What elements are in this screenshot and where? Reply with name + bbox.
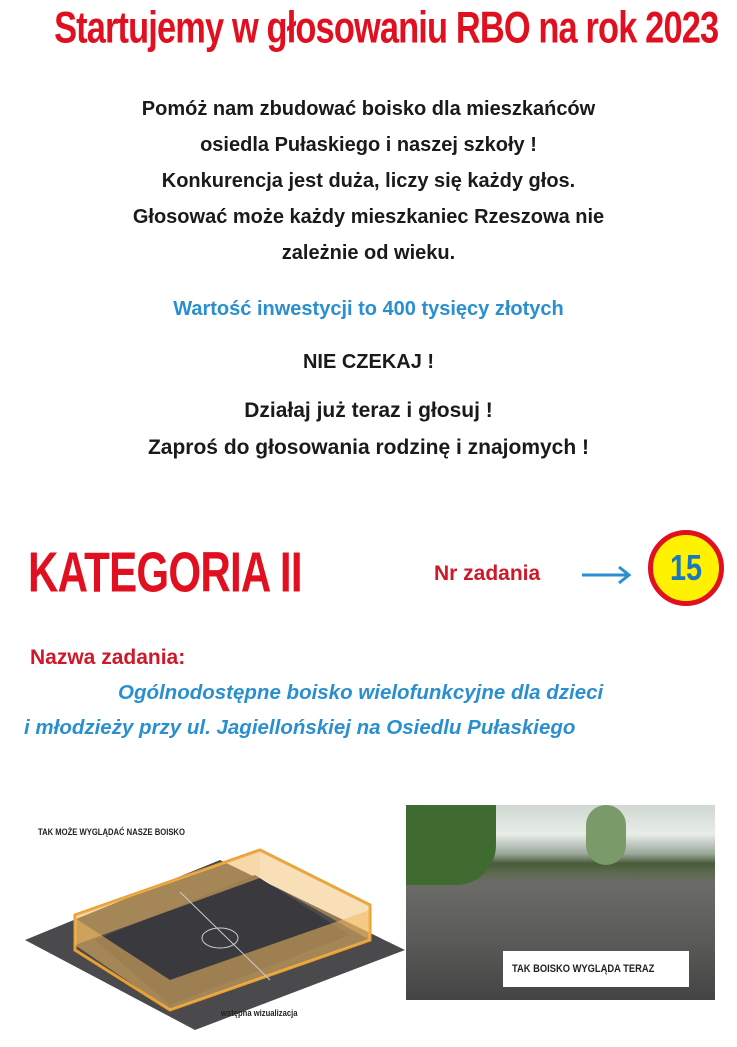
tree xyxy=(586,805,626,865)
task-name-label: Nazwa zadania: xyxy=(30,646,186,669)
title-text: Startujemy w głosowaniu RBO na rok 2023 xyxy=(54,3,719,53)
intro-line: Konkurencja jest duża, liczy się każdy głos. xyxy=(161,170,576,192)
task-number-badge xyxy=(648,530,724,606)
render-caption: TAK MOŻE WYGLĄDAĆ NASZE BOISKO xyxy=(38,827,185,837)
poster-title xyxy=(0,3,737,53)
court-visualization-image xyxy=(20,830,405,1030)
intro-line: zależnie od wieku. xyxy=(281,242,456,264)
arrow-right-icon xyxy=(582,565,632,585)
intro-line: Głosować może każdy mieszkaniec Rzeszowa nie xyxy=(132,206,605,228)
task-number: 15 xyxy=(669,547,703,588)
action-line: Zaproś do głosowania rodzinę i znajomych ! xyxy=(147,436,590,459)
task-number-label: Nr zadania xyxy=(434,562,541,585)
action-line: Działaj już teraz i głosuj ! xyxy=(244,399,493,422)
current-field-photo xyxy=(406,805,715,1000)
task-name-line: Ogólnodostępne boisko wielofunkcyjne dla dzieci xyxy=(118,681,604,704)
photo-caption-box xyxy=(503,951,689,987)
render-subcaption: wstępna wizualizacja xyxy=(221,1008,298,1018)
category-heading: KATEGORIA II xyxy=(28,541,302,605)
investment-value: Wartość inwestycji to 400 tysięcy złotych xyxy=(173,298,564,320)
task-name-line: i młodzieży przy ul. Jagiellońskiej na Osiedlu Pułaskiego xyxy=(24,716,576,739)
intro-line: Pomóż nam zbudować boisko dla mieszkańców xyxy=(141,98,596,120)
call-to-action: NIE CZEKAJ ! xyxy=(302,351,435,373)
tree xyxy=(406,805,496,885)
photo-caption: TAK BOISKO WYGLĄDA TERAZ xyxy=(512,963,655,975)
intro-line: osiedla Pułaskiego i naszej szkoły ! xyxy=(200,134,537,156)
